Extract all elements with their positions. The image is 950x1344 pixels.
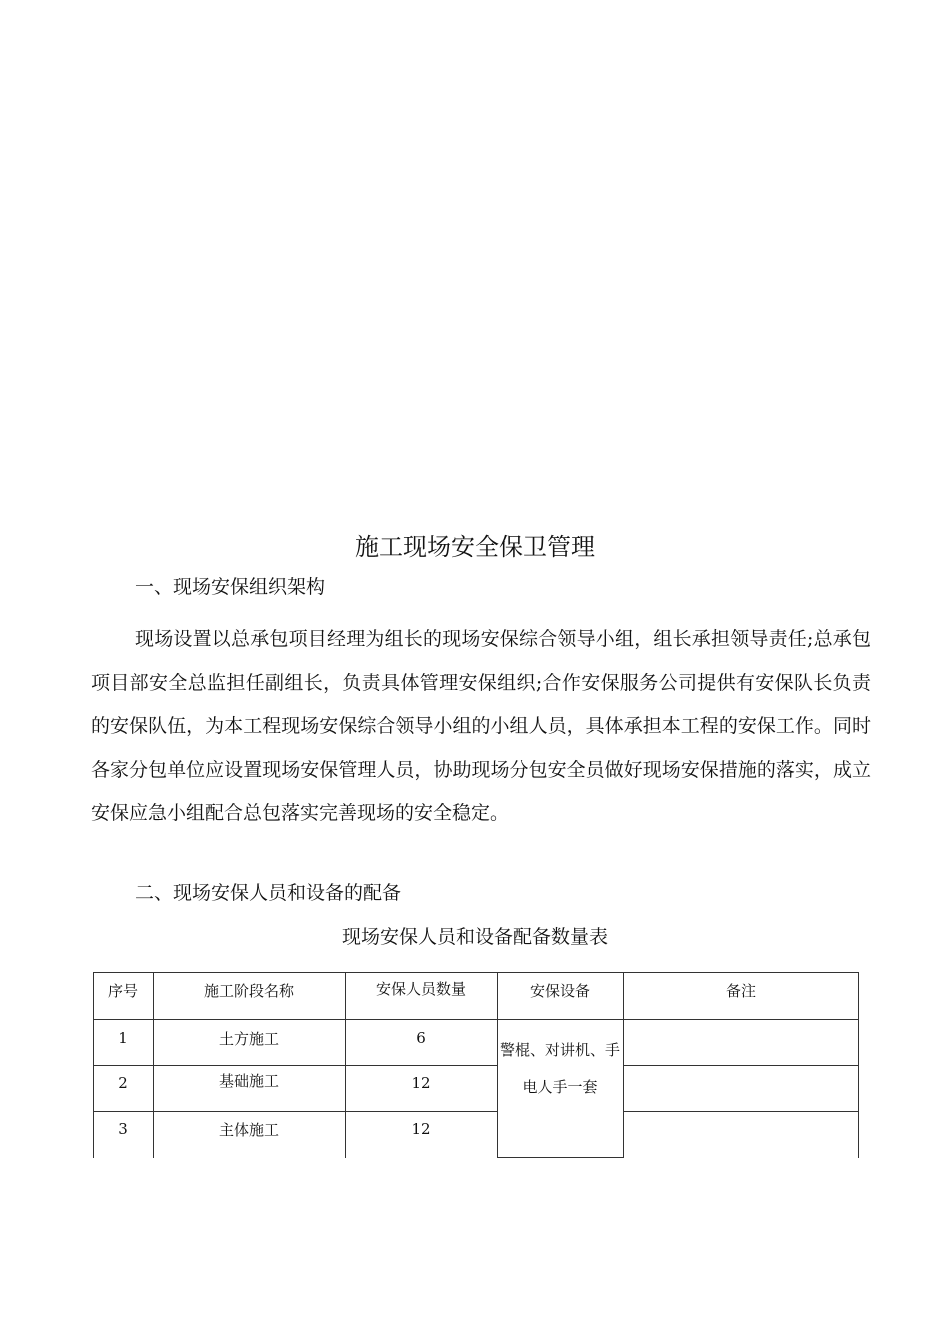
header-equipment: 安保设备 xyxy=(529,982,590,1000)
staffing-table xyxy=(93,972,859,1158)
table-caption: 现场安保人员和设备配备数量表 xyxy=(341,926,608,948)
table-row-divider xyxy=(623,1065,859,1066)
equipment-merged-cell: 警棍、对讲机、手电人手一套 xyxy=(499,1041,620,1096)
header-seq: 序号 xyxy=(107,982,138,1000)
row-2-phase: 基础施工 xyxy=(218,1072,279,1090)
table-row-divider xyxy=(623,1111,859,1112)
row-3-seq: 3 xyxy=(118,1120,128,1138)
row-1-seq: 1 xyxy=(118,1029,128,1047)
row-3-staff: 12 xyxy=(411,1120,431,1138)
row-1-staff: 6 xyxy=(416,1029,426,1047)
section-1-body: 现场设置以总承包项目经理为组长的现场安保综合领导小组，组长承担领导责任;总承包项目部安全总监担任副组长，负责具体管理安保组织;合作安保服务公司提供有安保队长负责的安保队伍，为本工程现场安保综合领导小组的小组人员，具体承担本工程的安保工作。同时各家分包单位应设置现场安保管理人员，协助现场分包安全员做好现场安保措施的落实，成立安保应急小组配合总包落实完善现场的安全稳定。 xyxy=(91,628,871,825)
row-2-staff: 12 xyxy=(411,1074,431,1092)
table-border-top xyxy=(93,972,859,973)
header-phase: 施工阶段名称 xyxy=(203,982,294,1000)
document-title: 施工现场安全保卫管理 xyxy=(355,533,595,561)
table-header-divider xyxy=(93,1019,859,1020)
header-staff: 安保人员数量 xyxy=(375,980,466,998)
section-1-heading: 一、现场安保组织架构 xyxy=(135,576,326,598)
table-equipment-bottom xyxy=(497,1157,624,1158)
row-2-seq: 2 xyxy=(118,1074,128,1092)
section-2-heading: 二、现场安保人员和设备的配备 xyxy=(135,882,402,904)
row-1-phase: 土方施工 xyxy=(218,1030,279,1048)
header-remarks: 备注 xyxy=(725,982,756,1000)
row-3-phase: 主体施工 xyxy=(218,1121,279,1139)
